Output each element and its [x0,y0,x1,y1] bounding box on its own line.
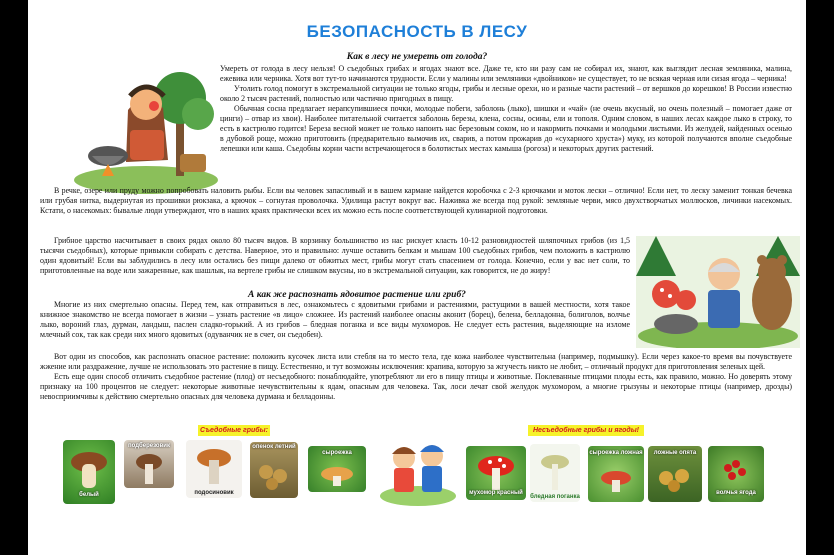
tile-label: бледная поганка [530,494,580,500]
tile-label: мухомор красный [469,490,523,496]
tile-aspen-bolete [186,440,242,498]
text-block-top [220,64,792,154]
tile-label: ложные опята [653,450,697,456]
tile-label: сыроежка [322,450,352,456]
tile-label: волчья ягода [716,490,756,496]
tile-label: белый [79,492,99,498]
tile-russula [308,446,366,492]
paragraph-5: Грибное царство насчитывает в своих рядах около 80 тысяч видов. В корзинку большинство из нас рискует класть 10-12 разновидностей шляпочных грибов (из 1,5 тысячи съедобных), которые привыкли собирать с детства. Наверное, это и правильно: лучше оставить белкам и мышам 100 съедобных грибов, чем положить в кастрюлю один ядовитый! Если вы заблудились в лесу или остались без пищи далеко от обжитых мест, грибы могут стать спасением от голода. Конечно, если у вас нет соли, то приготовленные на воде или зажаренные, как шашлык, на вертеле грибы не слишком вкусны, но в экстремальной ситуации, как говорится, не до жиру! [40,236,630,275]
inedible-band: Несъедобные грибы и ягоды! [528,425,644,436]
edible-band: Съедобные грибы: [198,425,270,436]
paragraph-6: Многие из них смертельно опасны. Перед тем, как отправиться в лес, ознакомьтесь с ядовитыми грибами и растениями, растущими в вашей местности, хотя такое книжное знакомство не всегда помогает в жизни – узнать растение «в лицо» сложнее. Из растений наиболее опасны аконит (борец), белена, белладонна, болиголов, волчье лыко, вороний глаз, дурман, ландыш, паслен сладко-горький. А из грибов – бледная поганка и все виды мухоморов. Не следует есть растения, выделяющие на изломе млечный сок, так как среди них много ядовитых (одуванчик не в счет, он съедобен). [40,300,630,339]
paragraph-7: Вот один из способов, как распознать опасное растение: положить кусочек листа или стебля на то место тела, где кожа наиболее чувствительна (например, подмышку). Если через какое-то время вы почувствуете жжение или раздражение, лучше не использовать это растение в пищу. Естественно, и тут возможны исключения: крапива, которую за жгучесть никто не любит, – отличный продукт для приготовления зеленых щей. [40,352,792,371]
text-block-methods [40,352,792,402]
tile-wolf-berry [708,446,764,502]
paragraph-2: Утолить голод помогут в экстремальной ситуации не только ягоды, грибы и лесные орехи, но и разные части растений – от вершков до корешков! В России известно около 2 тысяч растений, полностью или частично пригодных в пищу. [220,84,792,103]
tile-false-russula [588,446,644,502]
paragraph-8: Есть еще один способ отличить съедобное растение (плод) от несъедобного: понаблюдайте, употребляют ли его в пищу птицы и животные. Поклеванные птицами плоды есть, как правило, можно. Но доверять этому признаку на 100 процентов не следует: некоторые животные нечувствительны к ядам, опасным для человека. Так, лоси лечат свой желудок мухомором, а многие грызуны и некоторые птицы (например, дрозды) невосприимчивы к действию смертельно опасных для человека дурмана и белладонны. [40,372,792,401]
tile-label: подберезовик [128,443,170,449]
tile-fly-agaric [466,446,526,500]
poster-sheet [28,0,806,555]
mushroom-icon [250,442,298,498]
subtitle-hunger: Как в лесу не умереть от голода? [346,52,488,62]
cooking-man-illustration [68,70,220,196]
children-illustration [378,432,458,508]
tile-label: подосиновик [194,490,234,496]
subtitle-poison: А как же распознать ядовитое растение или гриб? [248,290,466,300]
text-block-fishing [40,186,792,216]
tile-birch-bolete [124,440,174,488]
paragraph-3: Обычная сосна предлагает нерапсупившиеся почки, молодые побеги, заболонь (лыко), шишки и «чай» (не очень вкусный, но очень полезный – помогает даже от цинги) – отвар из хвои). Наиболее питательной считается заболонь березы, клена, сосны, осины, ели и тополя. Одним словом, в наших лесах каждое лыко в строку, то есть в кастрюлю годится! Береза весной может не только напоить нас березовым соком, но и накормить почками и молодыми листьями. Из желудей, найденных осенью в дубовой роще, можно приготовить (предварительно вымочив их, сварив, а потом прожарив до «сухарного хруста») муку, из которой получаются вполне съедобные лепешки или каша. Съедобны корни части встречающегося в болотистых местах камыша (рогоза) и некоторых других растений. [220,104,792,153]
text-block-poison [40,300,630,340]
tile-summer-honey [250,442,298,498]
page-title: БЕЗОПАСНОСТЬ В ЛЕСУ [306,22,528,41]
paragraph-4: В речке, озере или пруду можно попробовать наловить рыбы. Если вы человек запасливый и в вашем кармане найдется коробочка с 2-3 крючками и моток лески – отлично! Если нет, то леску заменит тонкая бечевка или грубая нитка, выдернутая из прошивки рюкзака, а крючок – согнутая проволочка. Удилища растут вокруг вас. Наживка же всегда под рукой: земляные черви, мясо двухстворчатых моллюсков, личинки насекомых. Кстати, о насекомых: бывалые люди утверждают, что в наших краях практически всех их можно есть после соответствующей кулинарной подготовки. [40,186,792,215]
paragraph-1: Умереть от голода в лесу нельзя! О съедобных грибах и ягодах знают все. Даже те, кто ни разу сам не собирал их, знают, как выглядит лесная земляника, малина, ежевика или черника. Хотя вот тут-то начинаются трудности. Если у малины или земляники «двойников» не существует, то не всякая черная или сизая ягода – черника! [220,64,792,83]
tile-false-honey [648,446,702,502]
tile-white-mushroom [63,440,115,504]
tile-label: опенок летний [252,444,296,450]
text-block-mushrooms [40,236,630,276]
tile-death-cap [530,444,580,502]
tile-label: сыроежка ложная [589,450,643,456]
